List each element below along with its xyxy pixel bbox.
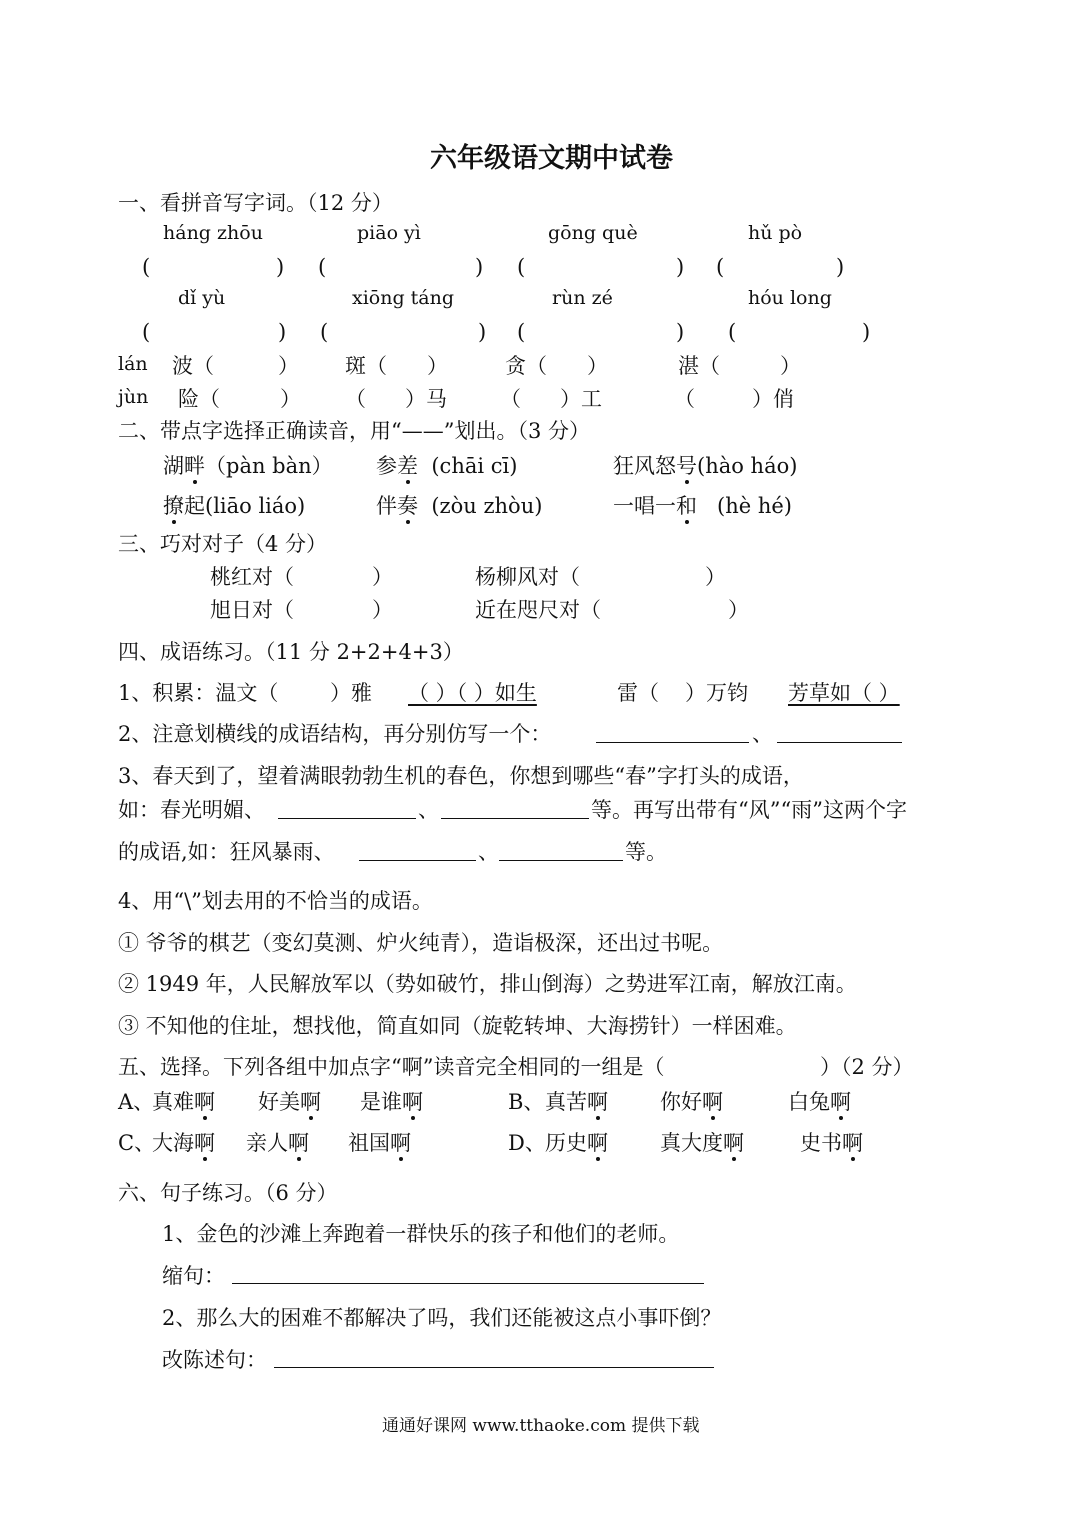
reading-options: (hào háo) bbox=[697, 454, 798, 478]
idiom-q1-b: （ ）（ ）如生 bbox=[408, 681, 537, 705]
jun-pinyin: jùn bbox=[118, 386, 149, 408]
section-2-heading: 二、带点字选择正确读音，用“——”划出。（3 分） bbox=[118, 419, 591, 443]
jun-word-2-open: （ bbox=[345, 387, 366, 411]
idiom-q3-sep: 、 bbox=[478, 840, 499, 864]
reading-options: (liāo liáo) bbox=[205, 494, 306, 518]
idiom-q3-sep: 、 bbox=[418, 798, 439, 822]
answer-box-close: ) bbox=[276, 255, 285, 279]
option-word: 历史啊 bbox=[545, 1131, 608, 1155]
lan-word-1: 波（ bbox=[172, 354, 214, 378]
reading-item-1: 湖畔（pàn bàn） bbox=[163, 454, 333, 478]
couplet-1-right-end: ） bbox=[705, 565, 726, 589]
pinyin-2: piāo yì bbox=[357, 222, 421, 244]
jun-word-4-open: （ bbox=[674, 387, 695, 411]
reading-options: (zòu zhòu) bbox=[431, 494, 543, 518]
lan-word-3: 贪（ bbox=[505, 354, 547, 378]
jun-word-1: 险（ bbox=[178, 387, 220, 411]
answer-box-open: ( bbox=[142, 320, 151, 344]
answer-box-open: ( bbox=[142, 255, 151, 279]
option-word: 是谁啊 bbox=[360, 1090, 423, 1114]
jun-word-4: ）俏 bbox=[752, 387, 794, 411]
pinyin-5: dǐ yù bbox=[178, 287, 226, 309]
reading-item-3: 狂风怒号(hào háo) bbox=[613, 454, 798, 478]
jun-word-3-open: （ bbox=[500, 387, 521, 411]
pinyin-1: háng zhōu bbox=[163, 222, 263, 244]
lan-word-2-end: ） bbox=[427, 354, 448, 378]
reading-options: (chāi cī) bbox=[431, 454, 518, 478]
page-title: 六年级语文期中试卷 bbox=[430, 143, 673, 174]
idiom-q1-c-end: ）万钧 bbox=[685, 681, 748, 705]
section-4-heading: 四、成语练习。（11 分 2+2+4+3） bbox=[118, 640, 464, 664]
idiom-q1-label: 1、积累：温文（ bbox=[118, 681, 279, 705]
reading-item-5: 伴奏 (zòu zhòu) bbox=[376, 494, 543, 518]
reading-item-4: 撩起(liāo liáo) bbox=[163, 494, 306, 518]
option-word: 亲人啊 bbox=[246, 1131, 309, 1155]
jun-word-1-end: ） bbox=[280, 387, 301, 411]
section-6-heading: 六、句子练习。（6 分） bbox=[118, 1181, 338, 1205]
idiom-q1-c: 雷（ bbox=[617, 681, 659, 705]
idiom-q3-line2-start: 如：春光明媚、 bbox=[118, 798, 265, 822]
answer-box-close: ) bbox=[676, 255, 685, 279]
answer-box-open: ( bbox=[320, 320, 329, 344]
idiom-q3-line3-start: 的成语,如：狂风暴雨、 bbox=[118, 840, 335, 864]
sentence-q2: 2、那么大的困难不都解决了吗，我们还能被这点小事吓倒？ bbox=[162, 1306, 722, 1330]
option-label: C、 bbox=[118, 1131, 156, 1155]
idiom-q4-item-3: ③ 不知他的住址，想找他，简直如同（旋乾转坤、大海捞针）一样困难。 bbox=[118, 1014, 797, 1038]
answer-box-open: ( bbox=[716, 255, 725, 279]
sentence-q2-prompt: 改陈述句： bbox=[162, 1348, 267, 1372]
pinyin-4: hǔ pò bbox=[748, 222, 803, 244]
answer-box-close: ) bbox=[676, 320, 685, 344]
answer-blank[interactable] bbox=[274, 1366, 714, 1368]
answer-box-close: ) bbox=[475, 255, 484, 279]
answer-box-close: ) bbox=[478, 320, 487, 344]
section-5-heading-start: 五、选择。下列各组中加点字“啊”读音完全相同的一组是（ bbox=[118, 1055, 665, 1079]
answer-blank[interactable] bbox=[359, 859, 476, 861]
answer-blank[interactable] bbox=[232, 1282, 704, 1284]
reading-item-2: 参差 (chāi cī) bbox=[376, 454, 518, 478]
sentence-q1-prompt: 缩句： bbox=[162, 1264, 225, 1288]
jun-word-3: ）工 bbox=[560, 387, 602, 411]
lan-pinyin: lán bbox=[118, 353, 148, 375]
option-word: 你好啊 bbox=[660, 1090, 723, 1114]
option-word: 真苦啊 bbox=[545, 1090, 608, 1114]
idiom-q3-line3-end: 等。 bbox=[625, 840, 667, 864]
pinyin-6: xiōng táng bbox=[352, 287, 455, 309]
lan-word-4: 湛（ bbox=[678, 354, 720, 378]
idiom-q2-sep: 、 bbox=[752, 722, 773, 746]
answer-blank[interactable] bbox=[596, 741, 749, 743]
option-word: 史书啊 bbox=[800, 1131, 863, 1155]
pinyin-8: hóu long bbox=[748, 287, 832, 309]
answer-box-open: ( bbox=[318, 255, 327, 279]
option-word: 祖国啊 bbox=[348, 1131, 411, 1155]
answer-box-close: ) bbox=[862, 320, 871, 344]
section-3-heading: 三、巧对对子（4 分） bbox=[118, 532, 328, 556]
idiom-q3-line2-end: 等。再写出带有“风”“雨”这两个字 bbox=[591, 798, 907, 822]
reading-options: (hè hé) bbox=[717, 494, 792, 518]
lan-word-1-end: ） bbox=[278, 354, 299, 378]
section-5-heading-end: ）（2 分） bbox=[820, 1055, 914, 1079]
section-1-heading: 一、看拼音写字词。（12 分） bbox=[118, 191, 393, 215]
answer-blank[interactable] bbox=[777, 741, 902, 743]
couplet-2-right: 近在咫尺对（ bbox=[475, 598, 601, 622]
answer-box-open: ( bbox=[728, 320, 737, 344]
lan-word-4-end: ） bbox=[780, 354, 801, 378]
couplet-2-left: 旭日对（ bbox=[210, 598, 294, 622]
option-word: 真难啊 bbox=[152, 1090, 215, 1114]
idiom-q4-item-1: ① 爷爷的棋艺（变幻莫测、炉火纯青），造诣极深，还出过书呢。 bbox=[118, 931, 724, 955]
pinyin-7: rùn zé bbox=[552, 287, 613, 309]
couplet-2-left-end: ） bbox=[372, 598, 393, 622]
option-word: 真大度啊 bbox=[660, 1131, 744, 1155]
couplet-1-left: 桃红对（ bbox=[210, 565, 294, 589]
answer-box-open: ( bbox=[517, 255, 526, 279]
pinyin-3: gōng què bbox=[548, 222, 638, 244]
answer-box-close: ) bbox=[836, 255, 845, 279]
option-label: D、 bbox=[508, 1131, 546, 1155]
reading-options: （pàn bàn） bbox=[205, 454, 333, 478]
couplet-2-right-end: ） bbox=[728, 598, 749, 622]
sentence-q1: 1、金色的沙滩上奔跑着一群快乐的孩子和他们的老师。 bbox=[162, 1222, 680, 1246]
reading-item-6: 一唱一和 (hè hé) bbox=[613, 494, 792, 518]
lan-word-2: 斑（ bbox=[345, 354, 387, 378]
idiom-q1-d: 芳草如（ ） bbox=[788, 681, 900, 705]
idiom-q3-line1: 3、春天到了，望着满眼勃勃生机的春色，你想到哪些“春”字打头的成语， bbox=[118, 764, 804, 788]
answer-box-close: ) bbox=[278, 320, 287, 344]
idiom-q1-a-end: ）雅 bbox=[330, 681, 372, 705]
option-word: 好美啊 bbox=[258, 1090, 321, 1114]
idiom-q2-text: 2、注意划横线的成语结构，再分别仿写一个： bbox=[118, 722, 552, 746]
option-word: 大海啊 bbox=[152, 1131, 215, 1155]
answer-box-open: ( bbox=[517, 320, 526, 344]
idiom-q4-item-2: ② 1949 年，人民解放军以（势如破竹，排山倒海）之势进军江南，解放江南。 bbox=[118, 972, 857, 996]
answer-blank[interactable] bbox=[278, 817, 416, 819]
jun-word-2: ）马 bbox=[405, 387, 447, 411]
couplet-1-left-end: ） bbox=[372, 565, 393, 589]
option-label: A、 bbox=[118, 1090, 155, 1114]
idiom-q4-heading: 4、用“\”划去用的不恰当的成语。 bbox=[118, 889, 433, 913]
lan-word-3-end: ） bbox=[587, 354, 608, 378]
option-label: B、 bbox=[508, 1090, 545, 1114]
option-word: 白兔啊 bbox=[788, 1090, 851, 1114]
footer-credit: 通通好课网 www.tthaoke.com 提供下载 bbox=[382, 1416, 700, 1436]
answer-blank[interactable] bbox=[441, 817, 589, 819]
couplet-1-right: 杨柳风对（ bbox=[475, 565, 580, 589]
answer-blank[interactable] bbox=[499, 859, 623, 861]
